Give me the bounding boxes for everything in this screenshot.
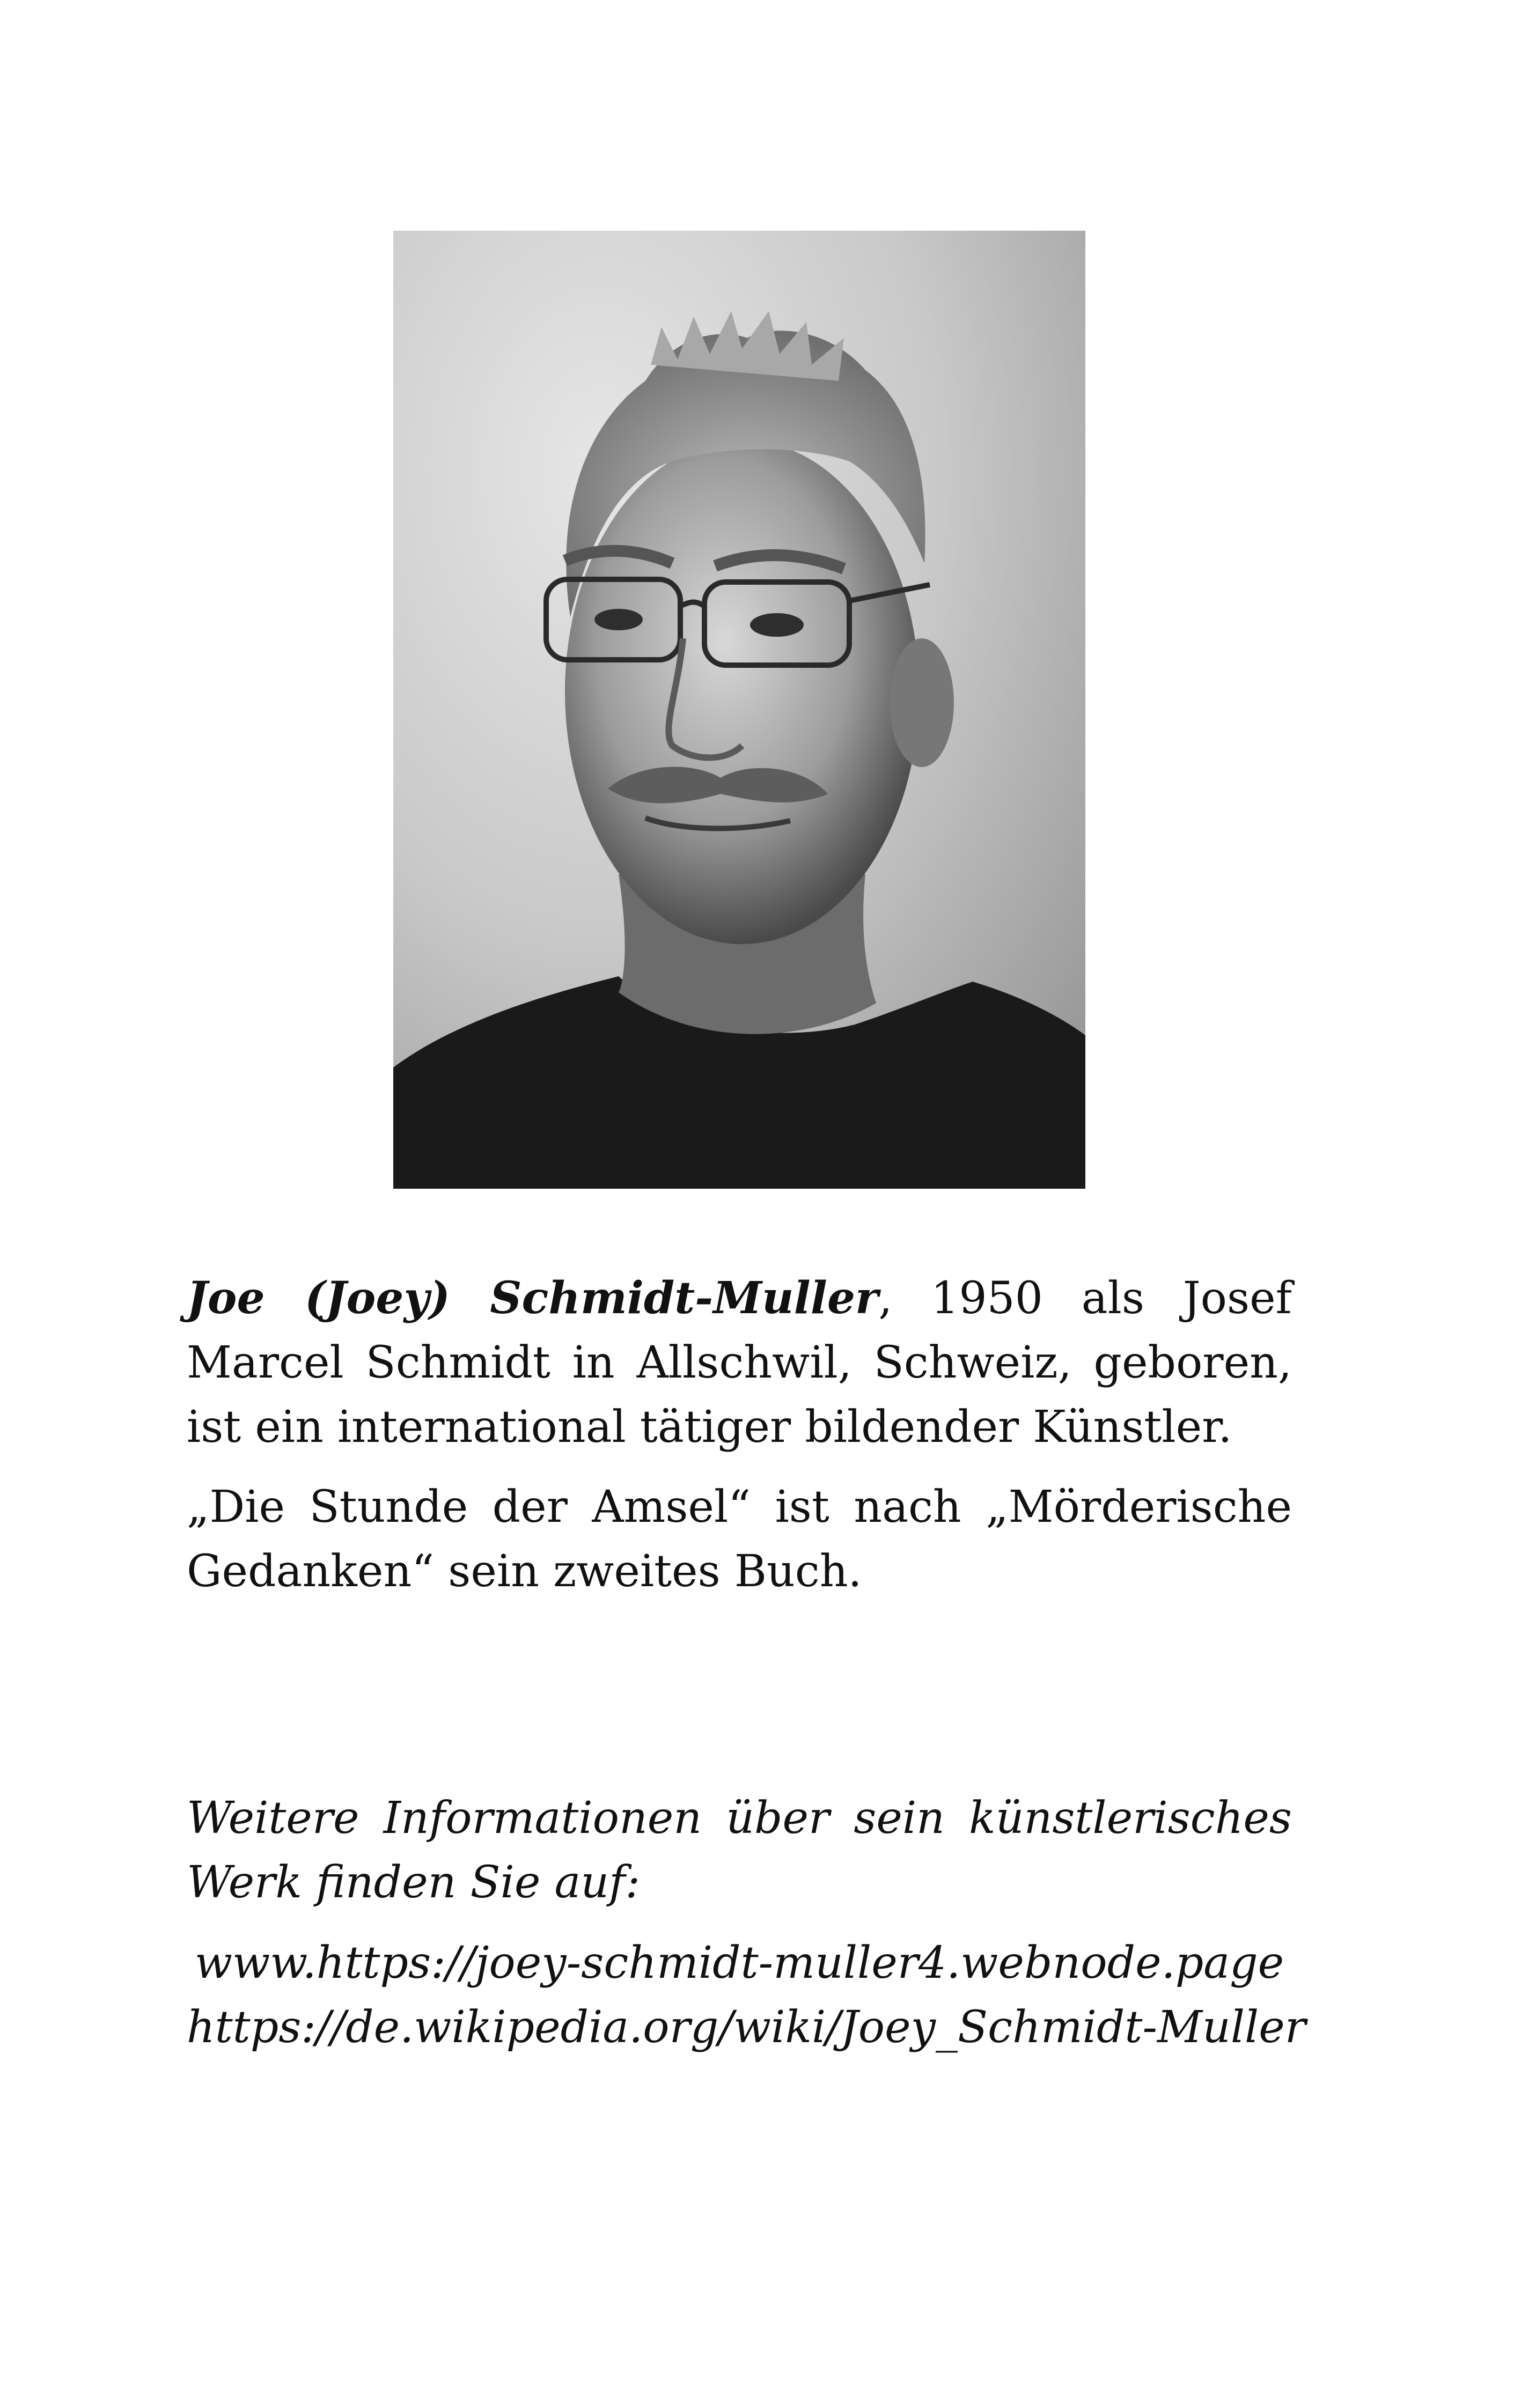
more-info-text: Weitere Informationen über sein künstlerisches Werk finden Sie auf: bbox=[187, 1793, 1292, 1908]
author-name: Joe (Joey) Schmidt-Muller bbox=[187, 1272, 879, 1324]
wikipedia-link[interactable]: https://de.wikipedia.org/wiki/Joey_Schmidt-Muller bbox=[187, 2002, 1306, 2053]
portrait-photo-icon bbox=[393, 231, 1085, 1189]
website-link[interactable]: www.https://joey-schmidt-muller4.webnode.page bbox=[194, 1938, 1284, 1989]
author-portrait bbox=[393, 231, 1085, 1189]
author-bio-text: , 1950 als Josef Marcel Schmidt in Allschwil, Schweiz, geboren, ist ein international tätiger bildender Künstler. bbox=[187, 1273, 1292, 1453]
links-block bbox=[187, 1931, 1306, 2060]
author-bio bbox=[187, 1266, 1292, 1460]
book-note: „Die Stunde der Amsel“ ist nach „Mörderische Gedanken“ sein zweites Buch. bbox=[187, 1482, 1292, 1597]
